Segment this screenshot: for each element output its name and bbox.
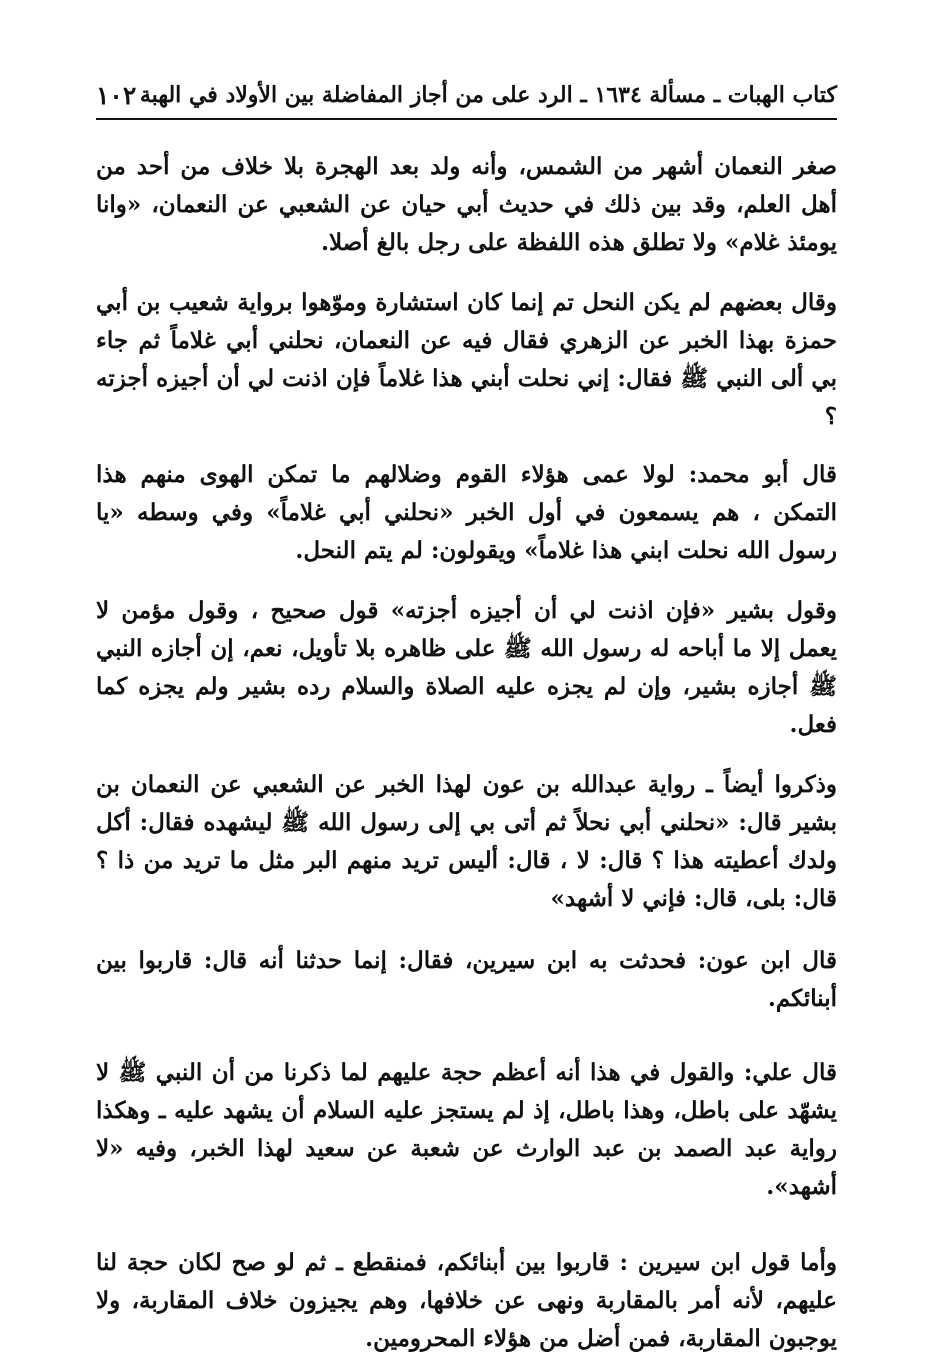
paragraph: قال علي: والقول في هذا أنه أعظم حجة عليهم لما ذكرنا من أن النبي ﷺ لا يشهّد على باطل، وهذا باطل، إذ لم يستجز عليه السلام أن يشهد عليه ـ وهكذا رواية عبد الصمد بن عبد الوارث عن شعبة عن سعيد لهذا الخبر، وفيه «لا أشهد». <box>96 1059 837 1200</box>
paragraph: وقول بشير «فإن اذنت لي أن أجيزه أجزته» قول صحيح ، وقول مؤمن لا يعمل إلا ما أباحه له رسول الله ﷺ على ظاهره بلا تأويل، نعم، إن أجازه النبي ﷺ أجازه بشير، وإن لم يجزه عليه الصلاة والسلام رده بشير ولم يجزه كما فعل. <box>96 597 837 738</box>
paragraph: قال ابن عون: فحدثت به ابن سيرين، فقال: إنما حدثنا أنه قال: قاربوا بين أبنائكم. <box>96 947 837 1012</box>
paragraph: وأما قول ابن سيرين : قاربوا بين أبنائكم، فمنقطع ـ ثم لو صح لكان حجة لنا عليهم، لأنه أمر بالمقاربة ونهى عن خلافها، وهم يجيزون خلاف المقاربة، ولا يوجبون المقاربة، فمن أضل من هؤلاء المحرومين. <box>96 1249 837 1352</box>
body-text <box>96 148 837 1358</box>
paragraph: وقال بعضهم لم يكن النحل تم إنما كان استشارة وموّهوا برواية شعيب بن أبي حمزة بهذا الخبر عن الزهري فقال فيه عن النعمان، نحلني أبي غلاماً ثم جاء بي ألى النبي ﷺ فقال: إني نحلت أبني هذا غلاماً فإن اذنت لي أن أجيزه أجزته ؟ <box>96 289 837 430</box>
page-number: ١٠٢ <box>96 80 137 110</box>
page-header <box>96 72 837 120</box>
running-title: كتاب الهبات ـ مسألة ١٦٣٤ ـ الرد على من أجاز المفاضلة بين الأولاد في الهبة <box>139 82 837 108</box>
paragraph: وذكروا أيضاً ـ رواية عبدالله بن عون لهذا الخبر عن الشعبي عن النعمان بن بشير قال: «نحلني أبي نحلاً ثم أتى بي إلى رسول الله ﷺ ليشهده فقال: أكل ولدك أعطيته هذا ؟ قال: لا ، قال: أليس تريد منهم البر مثل ما تريد من ذا ؟ قال: بلى، قال: فإني لا أشهد» <box>96 771 837 912</box>
paragraph: صغر النعمان أشهر من الشمس، وأنه ولد بعد الهجرة بلا خلاف من أحد من أهل العلم، وقد بين ذلك في حديث أبي حيان عن الشعبي عن النعمان، «وانا يومئذ غلام» ولا تطلق هذه اللفظة على رجل بالغ أصلا. <box>96 153 837 256</box>
paragraph: قال أبو محمد: لولا عمى هؤلاء القوم وضلالهم ما تمكن الهوى منهم هذا التمكن ، هم يسمعون في أول الخبر «نحلني أبي غلاماً» وفي وسطه «يا رسول الله نحلت ابني هذا غلاماً» ويقولون: لم يتم النحل. <box>96 461 837 564</box>
